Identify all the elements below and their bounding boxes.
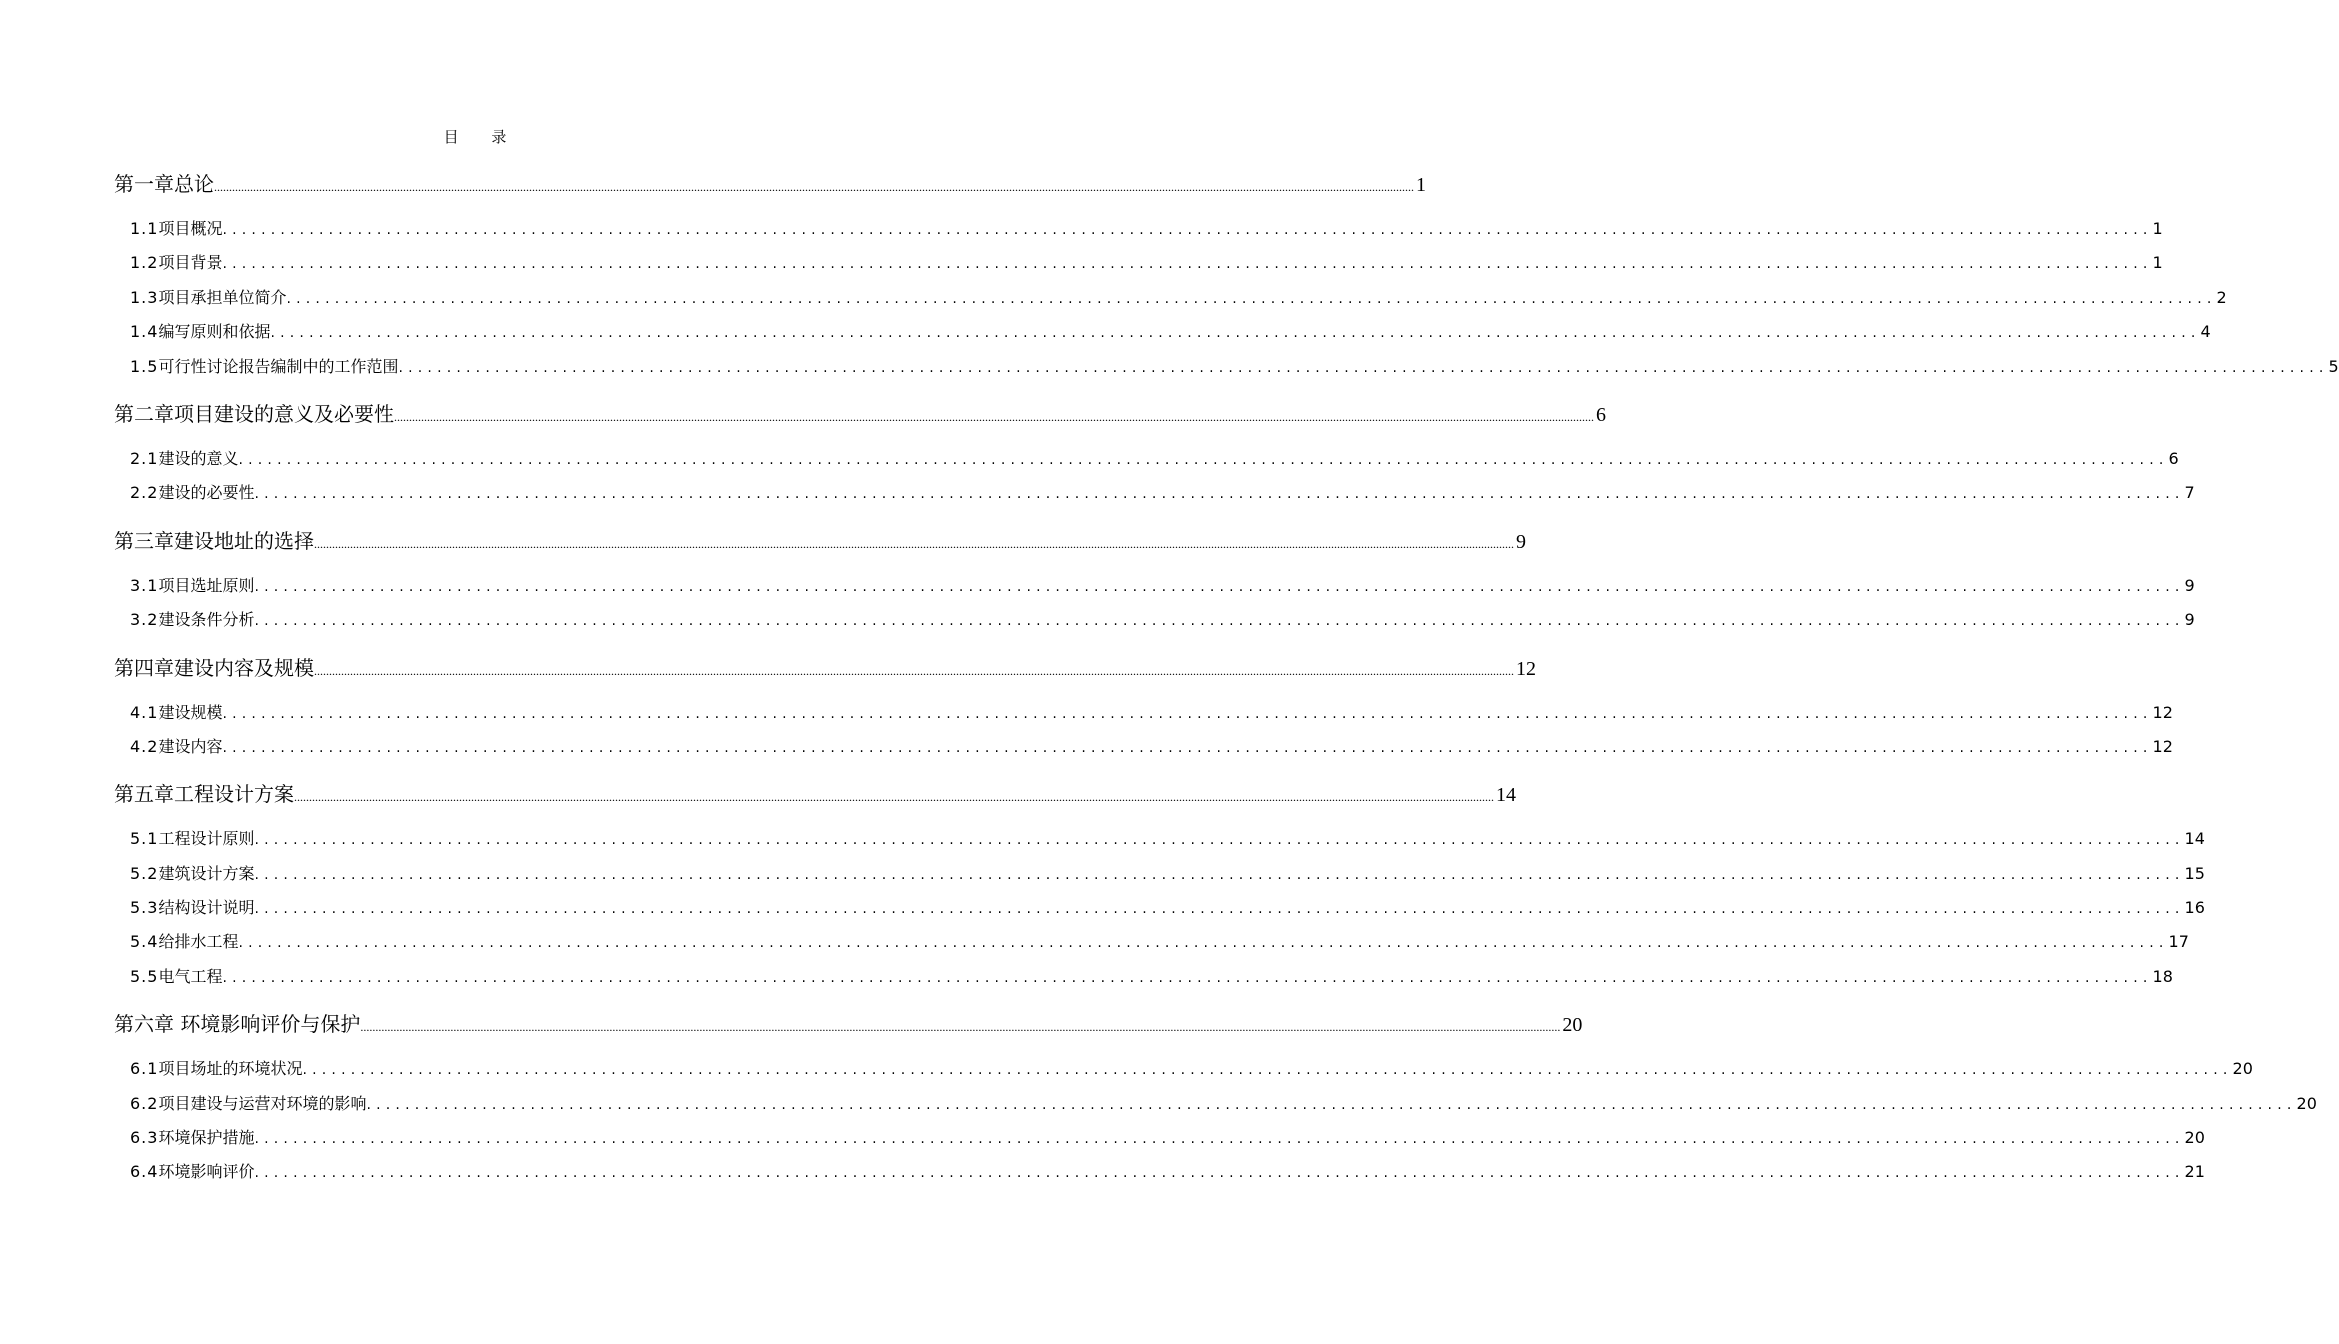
toc-section-entry[interactable]	[114, 696, 2173, 730]
toc-section-entry[interactable]	[114, 569, 2195, 603]
dot-leader: ................................................................................................................................................................................................................................................................................................................................................................................................................	[314, 536, 1514, 551]
dot-leader: ........................................................................................................................................................................................................	[302, 1062, 2233, 1079]
chapter-title: 环境影响评价与保护	[174, 1012, 361, 1037]
chapter-page-number: 20	[1562, 1014, 1583, 1037]
section-title: 给排水工程	[158, 932, 239, 952]
dot-leader: ........................................................................................................................................................................................................	[254, 866, 2185, 883]
section-page-number: 20	[2184, 1128, 2205, 1148]
section-title: 项目概况	[158, 219, 223, 238]
toc-chapter-group	[114, 1006, 2317, 1190]
toc-section-entry[interactable]	[114, 1155, 2205, 1189]
chapter-title: 建设地址的选择	[174, 528, 314, 553]
chapter-page-number: 1	[1416, 174, 1426, 196]
section-page-number: 6	[2168, 448, 2179, 468]
toc-section-entry[interactable]	[114, 1052, 2253, 1086]
toc-section-entry[interactable]	[114, 315, 2211, 349]
toc-chapter-entry[interactable]	[114, 1006, 1583, 1042]
section-title: 建设规模	[158, 702, 223, 722]
section-title: 环境保护措施	[158, 1128, 255, 1148]
section-page-number: 21	[2184, 1162, 2205, 1182]
toc-chapter-entry[interactable]	[114, 166, 1426, 202]
section-number: 1.2	[130, 253, 159, 273]
section-number: 2.2	[130, 483, 159, 503]
section-page-number: 12	[2152, 736, 2173, 756]
section-page-number: 16	[2184, 898, 2205, 918]
chapter-page-number: 9	[1516, 530, 1526, 553]
toc-section-entry[interactable]	[114, 960, 2173, 994]
dot-leader: ........................................................................................................................................................................................................	[286, 290, 2217, 307]
dot-leader: ........................................................................................................................................................................................................	[254, 1131, 2185, 1148]
dot-leader: ................................................................................................................................................................................................................................................................................................................................................................................................................	[314, 663, 1514, 678]
dot-leader: ........................................................................................................................................................................................................	[398, 359, 2329, 376]
section-page-number: 5	[2328, 356, 2339, 376]
toc-chapter-group	[114, 396, 2195, 511]
chapter-title: 工程设计方案	[174, 782, 294, 807]
dot-leader: ........................................................................................................................................................................................................	[222, 222, 2153, 238]
chapter-label: 第六章	[114, 1012, 174, 1037]
dot-leader: ........................................................................................................................................................................................................	[270, 325, 2201, 342]
section-number: 4.1	[130, 702, 159, 722]
section-number: 6.1	[130, 1059, 159, 1079]
section-page-number: 9	[2184, 575, 2195, 595]
section-page-number: 7	[2184, 483, 2195, 503]
section-title: 结构设计说明	[158, 898, 255, 918]
section-page-number: 2	[2216, 287, 2227, 307]
dot-leader: ........................................................................................................................................................................................................	[254, 832, 2185, 849]
toc-section-entry[interactable]	[114, 603, 2195, 637]
chapter-title: 项目建设的意义及必要性	[174, 401, 394, 426]
toc-section-entry[interactable]	[114, 891, 2205, 925]
section-title: 建筑设计方案	[158, 863, 255, 883]
section-number: 2.1	[130, 448, 159, 468]
toc-chapter-group	[114, 166, 2339, 384]
chapter-page-number: 14	[1496, 784, 1516, 807]
chapter-title: 建设内容及规模	[174, 655, 314, 680]
dot-leader: ........................................................................................................................................................................................................	[222, 256, 2153, 273]
section-title: 可行性讨论报告编制中的工作范围	[158, 356, 399, 376]
section-number: 5.5	[130, 966, 159, 986]
toc-section-entry[interactable]	[114, 1087, 2317, 1121]
section-number: 5.2	[130, 863, 159, 883]
dot-leader: ........................................................................................................................................................................................................	[366, 1096, 2297, 1113]
section-number: 5.1	[130, 829, 159, 849]
dot-leader: ........................................................................................................................................................................................................	[254, 613, 2185, 630]
toc-section-entry[interactable]	[114, 925, 2189, 959]
toc-section-entry[interactable]	[114, 476, 2195, 510]
section-page-number: 14	[2184, 829, 2205, 849]
dot-leader: ........................................................................................................................................................................................................	[238, 451, 2169, 468]
dot-leader: ................................................................................................................................................................................................................................................................................................................................................................................................................	[394, 409, 1594, 424]
chapter-title: 总论	[174, 172, 214, 196]
section-page-number: 15	[2184, 863, 2205, 883]
dot-leader: ........................................................................................................................................................................................................	[254, 901, 2185, 918]
section-number: 6.3	[130, 1128, 159, 1148]
section-page-number: 4	[2200, 322, 2211, 342]
toc-section-entry[interactable]	[114, 350, 2339, 384]
toc-chapter-entry[interactable]	[114, 650, 1536, 686]
section-number: 1.4	[130, 322, 159, 342]
chapter-label: 第二章	[114, 401, 174, 426]
toc-chapter-entry[interactable]	[114, 523, 1526, 559]
page-title: 目 录	[443, 128, 521, 146]
section-page-number: 20	[2296, 1093, 2317, 1113]
section-page-number: 12	[2152, 702, 2173, 722]
section-number: 6.2	[130, 1093, 159, 1113]
dot-leader: ........................................................................................................................................................................................................	[254, 1165, 2185, 1182]
section-page-number: 1	[2152, 219, 2163, 238]
toc-chapter-group	[114, 523, 2195, 638]
section-title: 项目承担单位简介	[158, 287, 287, 307]
chapter-label: 第五章	[114, 782, 174, 807]
toc-section-entry[interactable]	[114, 857, 2205, 891]
dot-leader: ................................................................................................................................................................................................................................................................................................................................................................................................................	[360, 1020, 1561, 1035]
section-number: 1.3	[130, 287, 159, 307]
toc-chapter-group	[114, 776, 2205, 994]
section-number: 1.5	[130, 356, 159, 376]
section-title: 项目建设与运营对环境的影响	[158, 1093, 367, 1113]
toc-section-entry[interactable]	[114, 1121, 2205, 1155]
section-title: 建设的必要性	[158, 483, 255, 503]
section-title: 环境影响评价	[158, 1162, 255, 1182]
toc-section-entry[interactable]	[114, 212, 2163, 246]
toc-chapter-entry[interactable]	[114, 776, 1516, 812]
section-page-number: 18	[2152, 966, 2173, 986]
dot-leader: ........................................................................................................................................................................................................	[222, 739, 2153, 756]
toc-chapter-group	[114, 650, 2173, 765]
dot-leader: ................................................................................................................................................................................................................................................................................................................................................................................................................	[214, 180, 1414, 194]
section-title: 建设条件分析	[158, 610, 255, 630]
section-page-number: 17	[2168, 932, 2189, 952]
section-number: 6.4	[130, 1162, 159, 1182]
dot-leader: ........................................................................................................................................................................................................	[254, 578, 2185, 595]
chapter-label: 第三章	[114, 528, 174, 553]
chapter-page-number: 6	[1596, 403, 1606, 426]
dot-leader: ................................................................................................................................................................................................................................................................................................................................................................................................................	[294, 790, 1494, 805]
section-number: 4.2	[130, 736, 159, 756]
dot-leader: ........................................................................................................................................................................................................	[238, 935, 2169, 952]
dot-leader: ........................................................................................................................................................................................................	[222, 969, 2153, 986]
section-title: 项目场址的环境状况	[158, 1059, 303, 1079]
section-title: 工程设计原则	[158, 829, 255, 849]
section-title: 建设内容	[158, 736, 223, 756]
chapter-label: 第四章	[114, 655, 174, 680]
section-number: 5.3	[130, 898, 159, 918]
section-number: 1.1	[130, 219, 159, 238]
section-number: 3.2	[130, 610, 159, 630]
section-title: 电气工程	[158, 966, 223, 986]
section-page-number: 1	[2152, 253, 2163, 273]
toc-section-entry[interactable]	[114, 442, 2179, 476]
dot-leader: ........................................................................................................................................................................................................	[254, 486, 2185, 503]
toc-section-entry[interactable]	[114, 246, 2163, 280]
section-title: 项目背景	[158, 253, 223, 273]
section-title: 建设的意义	[158, 448, 239, 468]
toc-section-entry[interactable]	[114, 730, 2173, 764]
chapter-page-number: 12	[1516, 657, 1536, 680]
toc-section-entry[interactable]	[114, 281, 2227, 315]
section-number: 3.1	[130, 575, 159, 595]
chapter-label: 第一章	[114, 172, 174, 196]
section-page-number: 20	[2232, 1059, 2253, 1079]
section-title: 项目选址原则	[158, 575, 255, 595]
dot-leader: ........................................................................................................................................................................................................	[222, 705, 2153, 722]
table-of-contents	[114, 166, 2339, 1202]
toc-section-entry[interactable]	[114, 822, 2205, 856]
toc-chapter-entry[interactable]	[114, 396, 1606, 432]
section-number: 5.4	[130, 932, 159, 952]
section-title: 编写原则和依据	[158, 322, 271, 342]
section-page-number: 9	[2184, 610, 2195, 630]
